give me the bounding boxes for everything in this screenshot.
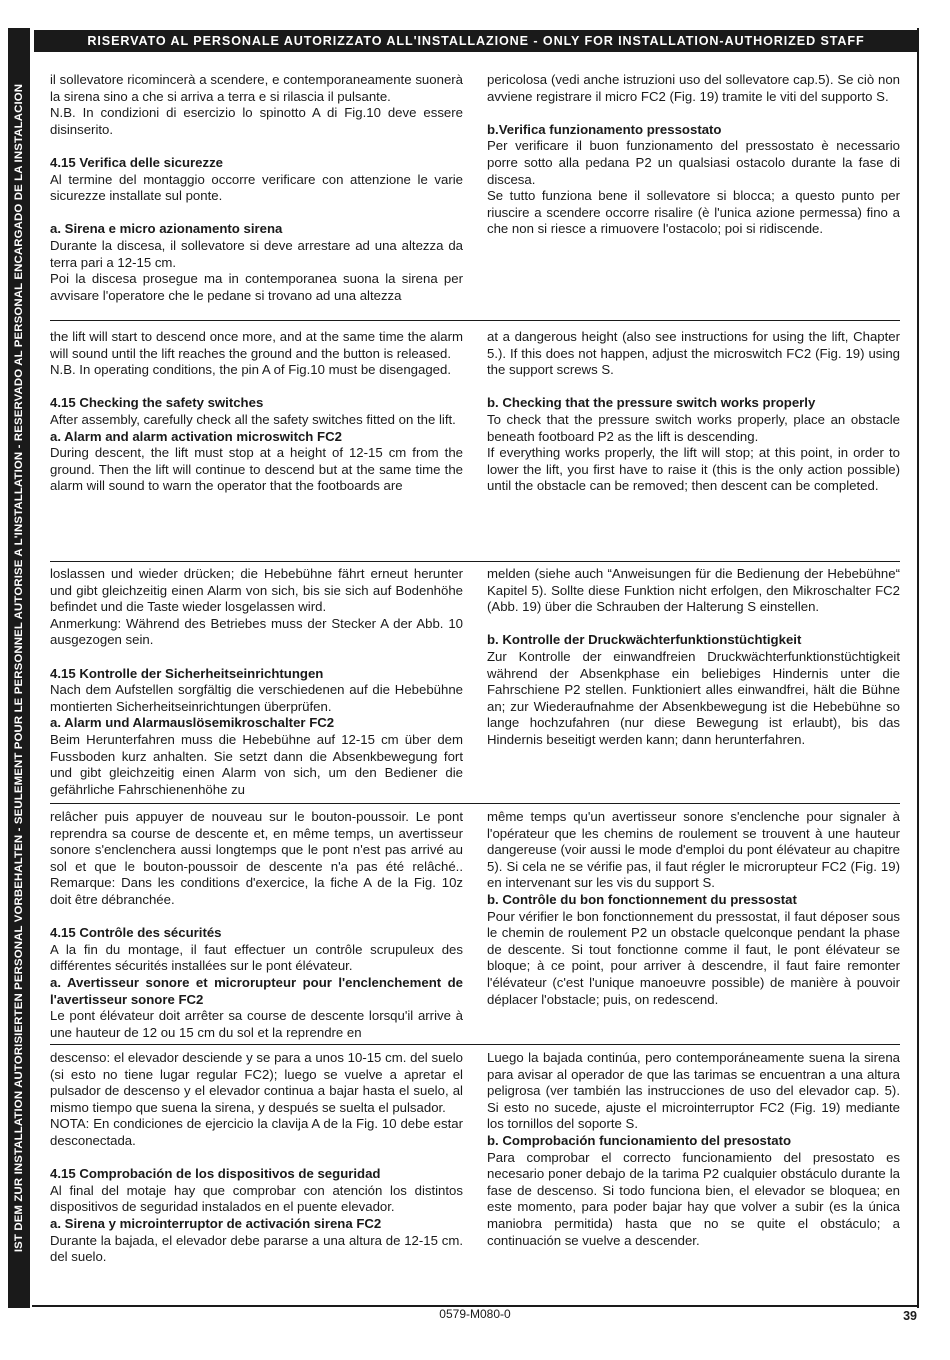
paragraph: N.B. In condizioni di esercizio lo spinotto A di Fig.10 deve essere disinserito.	[50, 105, 463, 137]
section-heading: a. Alarm and alarm activation microswitch FC2	[50, 428, 342, 444]
section-heading: a. Sirena e micro azionamento sirena	[50, 221, 283, 237]
paragraph-gap	[50, 909, 463, 926]
section-divider	[50, 1044, 900, 1045]
paragraph: Pour vérifier le bon fonctionnement du pressostat, il faut déposer sous le chemin de roulement P2 un obstacle quelconque pendant la phase de descente. Si tout fonctionne comme il faut, le pont élévateur se bloque; à ce point, pour arriver à descendre, il faut faire remonter l'élévateur (c'est l'unique manoeuvre possible) de manière à pouvoir déplacer l'obstacle; puis, on redescend.	[487, 908, 900, 1007]
section-german	[50, 566, 900, 802]
section-heading: b. Kontrolle der Druckwächterfunktionstüchtigkeit	[487, 632, 802, 648]
paragraph: After assembly, carefully check all the safety switches fitted on the lift.	[50, 411, 456, 427]
paragraph: Luego la bajada continúa, pero contemporáneamente suena la sirena para avisar al operador de que las tarimas se encuentran a una altura peligrosa (ver también las instrucciones de uso del elevador cap. 5). Si esto no sucede, ajuste el microinterruptor FC2 (Fig. 19) mediante los tornillos del soporte S.	[487, 1050, 900, 1132]
side-banner-text: IST DEM ZUR INSTALLATION AUTORISIERTEN PERSONAL VORBEHALTEN - SEULEMENT POUR LE PERSONNEL AUTORISE A L'INSTALLATION - RESERVADO AL PERSONAL ENCARGADO DE LA INSTALACION	[13, 83, 25, 1253]
paragraph-gap	[50, 1150, 463, 1167]
paragraph: Le pont élévateur doit arrêter sa course de descente lorsqu'il arrive à une hauteur de 12 ou 15 cm du sol et la reprendre en	[50, 1008, 463, 1040]
paragraph: relâcher puis appuyer de nouveau sur le bouton-poussoir. Le pont reprendra sa course de descente et, en même temps, un avertisseur sonore s'enclenchera aussi longtemps que le pont n'est pas arrivé au sol et que le bouton-poussoir de descente n'a pas été relâché.. Remarque: Dans les conditions d'exercice, la fiche A de la Fig. 10z doit être débranchée.	[50, 809, 463, 907]
section-french	[50, 809, 900, 1045]
paragraph: pericolosa (vedi anche istruzioni uso del sollevatore cap.5). Se ciò non avviene registrare il micro FC2 (Fig. 19) tramite le viti del supporto S.	[487, 72, 900, 104]
paragraph: During descent, the lift must stop at a height of 12-15 cm from the ground. Then the lift will continue to descend but at the same time the alarm will sound to warn the operator that the footboards are	[50, 445, 463, 494]
column-right	[487, 1050, 900, 1249]
section-heading: a. Avertisseur sonore et microrupteur pour l'enclenchement de l'avertisseur sonore FC2	[50, 974, 463, 1007]
paragraph: Durante la bajada, el elevador debe pararse a una altura de 12-15 cm. del suelo.	[50, 1232, 463, 1265]
paragraph: Al termine del montaggio occorre verificare con attenzione le varie sicurezze installate sul ponte.	[50, 171, 463, 204]
section-heading: a. Alarm und Alarmauslösemikroschalter FC2	[50, 715, 335, 731]
column-right	[487, 72, 900, 238]
side-banner	[8, 28, 30, 1308]
paragraph: Nach dem Aufstellen sorgfältig die verschiedenen auf die Hebebühne montierten Sicherheitseinrichtungen überprüfen.	[50, 682, 463, 714]
column-left	[50, 72, 463, 304]
paragraph-gap	[50, 138, 463, 155]
paragraph: A la fin du montage, il faut effectuer un contrôle scrupuleux des différentes sécurités installées sur le pont élévateur.	[50, 941, 463, 974]
paragraph: Beim Herunterfahren muss die Hebebühne auf 12-15 cm über dem Fussboden kurz anhalten. Sie setzt dann die Absenkbewegung fort und gibt gleichzeitig einen Alarm von sich, um den Bediener die gefährliche Fahrschienenhöhe zu	[50, 731, 463, 797]
page-number: 39	[903, 1309, 917, 1323]
paragraph: If everything works properly, the lift will stop; at this point, in order to lower the lift, you first have to raise it (this is the only action possible) until the obstacle can be removed; then descent can be completed.	[487, 445, 900, 494]
section-heading: b. Checking that the pressure switch works properly	[487, 395, 816, 411]
paragraph-gap	[50, 649, 463, 666]
paragraph: Poi la discesa prosegue ma in contemporanea suona la sirena per avvisare l'operatore che le pedane si trovano ad una altezza	[50, 271, 463, 303]
paragraph-gap	[50, 379, 463, 396]
column-right	[487, 566, 900, 749]
paragraph-gap	[487, 379, 900, 396]
paragraph: N.B. In operating conditions, the pin A of Fig.10 must be disengaged.	[50, 362, 452, 378]
paragraph: Durante la discesa, il sollevatore si deve arrestare ad una altezza da terra pari a 12-15 cm.	[50, 237, 463, 270]
paragraph: Zur Kontrolle der einwandfreien Druckwächterfunktionstüchtigkeit während der Absenkphase ein beliebiges Hindernis unter die Fahrschiene P2 stellen. Funktioniert alles einwandfrei, hält die Bühne an; zur Wiederaufnahme der Absenkbewegung ist die Hebebühne so lange hochzufahren (nur diese Bewegung ist erlaubt), bis das Hindernis beseitigt werden kann; dann herunterfahren.	[487, 648, 900, 747]
section-divider	[50, 803, 900, 804]
paragraph-gap	[487, 616, 900, 633]
column-left	[50, 566, 463, 798]
paragraph: descenso: el elevador desciende y se para a unos 10-15 cm. del suelo (si esto no tiene lugar regular FC2); luego se vuelve a apretar el pulsador de descenso y el elevador continua a bajar hasta el suelo, al mismo tiempo que suena la sirena, y después se suelta el pulsador.	[50, 1050, 463, 1115]
paragraph: To check that the pressure switch works properly, place an obstacle beneath footboard P2 as the lift is descending.	[487, 411, 900, 444]
section-heading: 4.15 Verifica delle sicurezze	[50, 154, 224, 170]
section-divider	[50, 320, 900, 321]
section-heading: 4.15 Comprobación de los dispositivos de seguridad	[50, 1166, 381, 1182]
top-banner: RISERVATO AL PERSONALE AUTORIZZATO ALL'INSTALLAZIONE - ONLY FOR INSTALLATION-AUTHORIZED STAFF	[34, 30, 918, 52]
paragraph: melden (siehe auch “Anweisungen für die Bedienung der Hebebühne“ Kapitel 5). Sollte diese Funktion nicht erfolgen, den Mikroschalter FC2 (Abb. 19) über die Schrauben der Halterung S einstellen.	[487, 566, 900, 615]
paragraph: même temps qu'un avertisseur sonore s'enclenche pour signaler à l'opérateur que les chemins de roulement se trouvent à une hauteur dangereuse (voir aussi le mode d'emploi du pont élévateur au chapitre 5). Si cela ne se vérifie pas, il faut régler le microrupteur FC2 (Fig. 19) en intervenant sur les vis du support S.	[487, 809, 900, 891]
section-heading: b. Contrôle du bon fonctionnement du pressostat	[487, 891, 797, 907]
column-left	[50, 329, 463, 495]
section-heading: 4.15 Checking the safety switches	[50, 395, 264, 411]
paragraph: at a dangerous height (also see instructions for using the lift, Chapter 5.). If this does not happen, adjust the microswitch FC2 (Fig. 19) using the support screws S.	[487, 329, 900, 378]
section-heading: 4.15 Contrôle des sécurités	[50, 925, 222, 941]
section-heading: b. Comprobación funcionamiento del presostato	[487, 1132, 792, 1148]
paragraph: il sollevatore ricomincerà a scendere, e contemporaneamente suonerà la sirena sino a che si arriva a terra e si rilascia il pulsante.	[50, 72, 463, 104]
section-spanish	[50, 1050, 900, 1300]
document-code: 0579-M080-0	[439, 1307, 511, 1321]
frame-right-border	[917, 28, 919, 1308]
column-right	[487, 329, 900, 495]
paragraph-gap	[50, 205, 463, 222]
column-left	[50, 1050, 463, 1266]
paragraph: NOTA: En condiciones de ejercicio la clavija A de la Fig. 10 debe estar desconectada.	[50, 1116, 463, 1148]
paragraph: Se tutto funziona bene il sollevatore si blocca; a questo punto per riuscire a scendere occorre risalire (è l'unica azione permessa) fino a che non si riesce a rimuovere l'ostacolo; poi si ridiscende.	[487, 188, 900, 237]
section-heading: 4.15 Kontrolle der Sicherheitseinrichtungen	[50, 665, 324, 681]
paragraph: Al final del motaje hay que comprobar con atención los distintos dispositivos de seguridad instalados en el puente elevador.	[50, 1182, 463, 1215]
paragraph: the lift will start to descend once more, and at the same time the alarm will sound until the lift reaches the ground and the button is released.	[50, 329, 463, 361]
section-english	[50, 329, 900, 561]
paragraph: Per verificare il buon funzionamento del pressostato è necessario porre sotto alla pedana P2 un qualsiasi ostacolo durante la fase di discesa.	[487, 138, 900, 187]
paragraph: Para comprobar el correcto funcionamiento del presostato es necesario poner debajo de la tarima P2 cualquier obstáculo durante la fase de descenso. Si todo funciona bien, el elevador se bloquea; en este momento, para poder bajar hay que volver a subir (es la única maniobra permitida) hasta que no se quite el obstáculo; a continuación se vuelve a descender.	[487, 1149, 900, 1248]
section-heading: a. Sirena y microinterruptor de activación sirena FC2	[50, 1215, 382, 1231]
column-left	[50, 809, 463, 1041]
paragraph: Anmerkung: Während des Betriebes muss der Stecker A der Abb. 10 ausgezogen sein.	[50, 615, 463, 648]
section-italian	[50, 72, 900, 324]
section-heading: b.Verifica funzionamento pressostato	[487, 121, 722, 137]
column-right	[487, 809, 900, 1008]
paragraph-gap	[487, 105, 900, 122]
section-divider	[50, 561, 900, 562]
paragraph: loslassen und wieder drücken; die Hebebühne fährt erneut herunter und gibt gleichzeitig einen Alarm von sich, bis sie sich auf Bodenhöhe befindet und die Taste wieder losgelassen wird.	[50, 566, 463, 615]
